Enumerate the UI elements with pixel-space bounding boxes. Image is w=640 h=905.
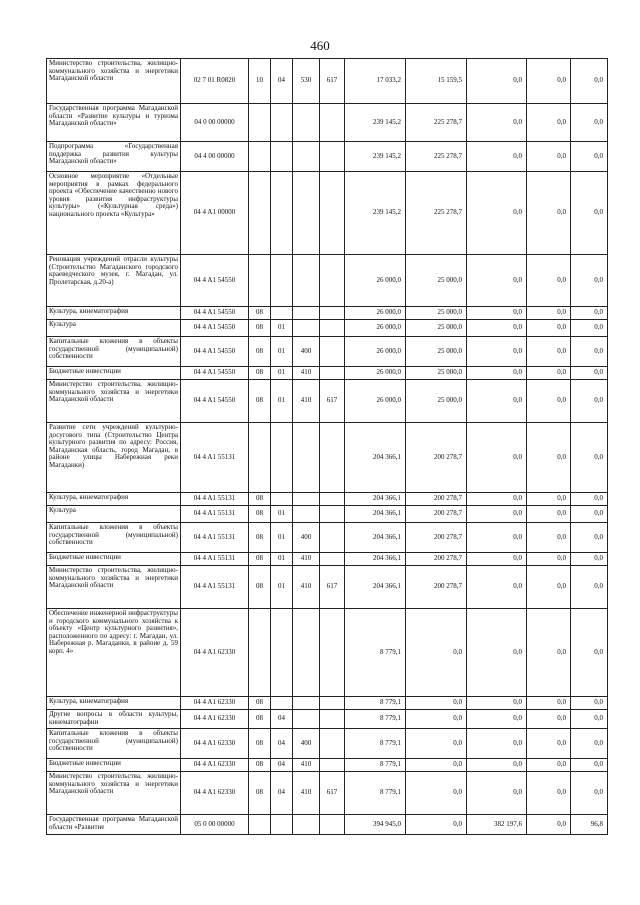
amount-4: 0,0 bbox=[527, 337, 571, 367]
target-code: 04 4 A1 62330 bbox=[181, 697, 249, 710]
section-code: 08 bbox=[249, 506, 271, 523]
target-code: 04 4 A1 54550 bbox=[181, 320, 249, 337]
expense-type-code bbox=[293, 609, 320, 697]
amount-3: 0,0 bbox=[467, 609, 527, 697]
table-row bbox=[47, 566, 608, 609]
table-row bbox=[47, 815, 608, 835]
row-name: Государственная программа Магаданской области «Развитие bbox=[47, 815, 181, 835]
amount-4: 0,0 bbox=[527, 367, 571, 380]
administrator-code bbox=[320, 104, 345, 142]
amount-5: 0,0 bbox=[571, 566, 608, 609]
amount-5: 0,0 bbox=[571, 506, 608, 523]
amount-1: 26 000,0 bbox=[345, 320, 406, 337]
expense-type-code: 400 bbox=[293, 729, 320, 759]
amount-4: 0,0 bbox=[527, 710, 571, 729]
amount-4: 0,0 bbox=[527, 307, 571, 320]
amount-2: 200 278,7 bbox=[406, 553, 467, 566]
administrator-code: 617 bbox=[320, 566, 345, 609]
amount-1: 204 366,1 bbox=[345, 566, 406, 609]
administrator-code: 617 bbox=[320, 59, 345, 104]
table-row bbox=[47, 506, 608, 523]
administrator-code bbox=[320, 320, 345, 337]
amount-2: 0,0 bbox=[406, 609, 467, 697]
amount-4: 0,0 bbox=[527, 493, 571, 506]
table-row bbox=[47, 307, 608, 320]
row-name: Государственная программа Магаданской области «Развитие культуры и туризма Магаданской области» bbox=[47, 104, 181, 142]
subsection-code bbox=[271, 815, 293, 835]
amount-1: 239 145,2 bbox=[345, 172, 406, 255]
subsection-code bbox=[271, 307, 293, 320]
amount-5: 0,0 bbox=[571, 367, 608, 380]
expense-type-code bbox=[293, 255, 320, 307]
table-row bbox=[47, 759, 608, 772]
amount-2: 200 278,7 bbox=[406, 566, 467, 609]
target-code: 04 4 A1 62330 bbox=[181, 759, 249, 772]
amount-2: 25 000,0 bbox=[406, 255, 467, 307]
amount-5: 0,0 bbox=[571, 759, 608, 772]
amount-1: 26 000,0 bbox=[345, 337, 406, 367]
subsection-code: 01 bbox=[271, 380, 293, 423]
expense-type-code: 400 bbox=[293, 523, 320, 553]
amount-2: 200 278,7 bbox=[406, 493, 467, 506]
amount-4: 0,0 bbox=[527, 59, 571, 104]
table-row bbox=[47, 255, 608, 307]
section-code: 08 bbox=[249, 759, 271, 772]
section-code: 08 bbox=[249, 553, 271, 566]
amount-2: 25 000,0 bbox=[406, 307, 467, 320]
section-code: 08 bbox=[249, 729, 271, 759]
target-code: 04 4 A1 54550 bbox=[181, 255, 249, 307]
amount-3: 0,0 bbox=[467, 255, 527, 307]
expense-type-code bbox=[293, 142, 320, 172]
amount-4: 0,0 bbox=[527, 104, 571, 142]
section-code bbox=[249, 104, 271, 142]
table-row bbox=[47, 493, 608, 506]
amount-2: 25 000,0 bbox=[406, 320, 467, 337]
administrator-code: 617 bbox=[320, 772, 345, 815]
amount-4: 0,0 bbox=[527, 566, 571, 609]
amount-3: 0,0 bbox=[467, 337, 527, 367]
expense-type-code bbox=[293, 104, 320, 142]
amount-2: 225 278,7 bbox=[406, 172, 467, 255]
row-name: Министерство строительства, жилищно-коммунального хозяйства и энергетики Магаданской области bbox=[47, 380, 181, 423]
subsection-code bbox=[271, 172, 293, 255]
target-code: 04 4 A1 55131 bbox=[181, 493, 249, 506]
amount-4: 0,0 bbox=[527, 380, 571, 423]
amount-5: 0,0 bbox=[571, 523, 608, 553]
amount-3: 0,0 bbox=[467, 566, 527, 609]
amount-5: 0,0 bbox=[571, 697, 608, 710]
amount-1: 26 000,0 bbox=[345, 380, 406, 423]
expense-type-code: 410 bbox=[293, 380, 320, 423]
section-code: 08 bbox=[249, 710, 271, 729]
administrator-code bbox=[320, 523, 345, 553]
subsection-code: 01 bbox=[271, 320, 293, 337]
row-name: Другие вопросы в области культуры, кинематографии bbox=[47, 710, 181, 729]
amount-2: 25 000,0 bbox=[406, 367, 467, 380]
row-name: Капитальные вложения в объекты государственной (муниципальной) собственности bbox=[47, 523, 181, 553]
table-row bbox=[47, 772, 608, 815]
expense-type-code bbox=[293, 710, 320, 729]
table-row bbox=[47, 553, 608, 566]
subsection-code: 01 bbox=[271, 506, 293, 523]
row-name: Обеспечение инженерной инфраструктуры и городского коммунального хозяйства к объекту «Центр культурного развития», расположенного по адресу: г. Магадан, ул. Набережная р. Магаданки, в районе д. 59 корп. 4» bbox=[47, 609, 181, 697]
section-code: 10 bbox=[249, 59, 271, 104]
target-code: 04 0 00 00000 bbox=[181, 104, 249, 142]
amount-2: 0,0 bbox=[406, 697, 467, 710]
section-code bbox=[249, 255, 271, 307]
table-row bbox=[47, 172, 608, 255]
table-row bbox=[47, 609, 608, 697]
target-code: 05 0 00 00000 bbox=[181, 815, 249, 835]
table-row bbox=[47, 523, 608, 553]
expense-type-code: 400 bbox=[293, 337, 320, 367]
amount-4: 0,0 bbox=[527, 142, 571, 172]
target-code: 04 4 A1 62330 bbox=[181, 772, 249, 815]
row-name: Бюджетные инвестиции bbox=[47, 553, 181, 566]
expense-type-code bbox=[293, 697, 320, 710]
target-code: 04 4 A1 55131 bbox=[181, 553, 249, 566]
amount-1: 204 366,1 bbox=[345, 506, 406, 523]
expense-type-code: 410 bbox=[293, 759, 320, 772]
amount-1: 8 779,1 bbox=[345, 772, 406, 815]
expense-type-code: 410 bbox=[293, 367, 320, 380]
subsection-code bbox=[271, 697, 293, 710]
administrator-code bbox=[320, 759, 345, 772]
amount-3: 382 197,6 bbox=[467, 815, 527, 835]
amount-1: 8 779,1 bbox=[345, 729, 406, 759]
administrator-code bbox=[320, 506, 345, 523]
amount-5: 0,0 bbox=[571, 710, 608, 729]
subsection-code: 01 bbox=[271, 523, 293, 553]
row-name: Культура, кинематография bbox=[47, 697, 181, 710]
row-name: Министерство строительства, жилищно-коммунального хозяйства и энергетики Магаданской области bbox=[47, 59, 181, 104]
section-code bbox=[249, 609, 271, 697]
amount-1: 26 000,0 bbox=[345, 307, 406, 320]
row-name: Бюджетные инвестиции bbox=[47, 367, 181, 380]
target-code: 04 4 A1 54550 bbox=[181, 337, 249, 367]
subsection-code bbox=[271, 104, 293, 142]
amount-4: 0,0 bbox=[527, 729, 571, 759]
row-name: Культура, кинематография bbox=[47, 307, 181, 320]
amount-3: 0,0 bbox=[467, 380, 527, 423]
subsection-code bbox=[271, 255, 293, 307]
amount-3: 0,0 bbox=[467, 172, 527, 255]
subsection-code bbox=[271, 423, 293, 493]
target-code: 04 4 A1 54550 bbox=[181, 367, 249, 380]
administrator-code bbox=[320, 710, 345, 729]
amount-3: 0,0 bbox=[467, 142, 527, 172]
table-row bbox=[47, 423, 608, 493]
amount-5: 0,0 bbox=[571, 729, 608, 759]
amount-3: 0,0 bbox=[467, 320, 527, 337]
subsection-code: 04 bbox=[271, 759, 293, 772]
amount-1: 8 779,1 bbox=[345, 710, 406, 729]
section-code: 08 bbox=[249, 697, 271, 710]
amount-5: 0,0 bbox=[571, 255, 608, 307]
amount-5: 0,0 bbox=[571, 609, 608, 697]
amount-2: 0,0 bbox=[406, 710, 467, 729]
administrator-code bbox=[320, 337, 345, 367]
row-name: Министерство строительства, жилищно-коммунального хозяйства и энергетики Магаданской области bbox=[47, 772, 181, 815]
administrator-code: 617 bbox=[320, 380, 345, 423]
row-name: Капитальные вложения в объекты государственной (муниципальной) собственности bbox=[47, 729, 181, 759]
expense-type-code bbox=[293, 493, 320, 506]
amount-5: 0,0 bbox=[571, 320, 608, 337]
amount-3: 0,0 bbox=[467, 729, 527, 759]
amount-1: 204 366,1 bbox=[345, 553, 406, 566]
target-code: 04 4 A1 55131 bbox=[181, 506, 249, 523]
amount-1: 204 366,1 bbox=[345, 423, 406, 493]
table-row bbox=[47, 380, 608, 423]
administrator-code bbox=[320, 609, 345, 697]
row-name: Бюджетные инвестиции bbox=[47, 759, 181, 772]
section-code bbox=[249, 142, 271, 172]
amount-2: 0,0 bbox=[406, 815, 467, 835]
expense-type-code bbox=[293, 506, 320, 523]
row-name: Подпрограмма «Государственная поддержка развития культуры Магаданской области» bbox=[47, 142, 181, 172]
target-code: 04 4 A1 54550 bbox=[181, 380, 249, 423]
table-row bbox=[47, 104, 608, 142]
table-row bbox=[47, 697, 608, 710]
amount-4: 0,0 bbox=[527, 423, 571, 493]
subsection-code: 01 bbox=[271, 553, 293, 566]
amount-4: 0,0 bbox=[527, 609, 571, 697]
amount-4: 0,0 bbox=[527, 759, 571, 772]
section-code: 08 bbox=[249, 523, 271, 553]
amount-5: 0,0 bbox=[571, 59, 608, 104]
amount-4: 0,0 bbox=[527, 172, 571, 255]
table-row bbox=[47, 710, 608, 729]
amount-3: 0,0 bbox=[467, 697, 527, 710]
row-name: Реновация учреждений отрасли культуры (Строительство Магаданского городского краеведческого музея, г. Магадан, ул. Пролетарская, д.20-а) bbox=[47, 255, 181, 307]
row-name: Министерство строительства, жилищно-коммунального хозяйства и энергетики Магаданской области bbox=[47, 566, 181, 609]
amount-5: 0,0 bbox=[571, 423, 608, 493]
amount-1: 8 779,1 bbox=[345, 759, 406, 772]
amount-5: 0,0 bbox=[571, 307, 608, 320]
expense-type-code: 410 bbox=[293, 772, 320, 815]
subsection-code bbox=[271, 609, 293, 697]
amount-1: 239 145,2 bbox=[345, 142, 406, 172]
table-row bbox=[47, 59, 608, 104]
expense-type-code: 410 bbox=[293, 566, 320, 609]
amount-3: 0,0 bbox=[467, 710, 527, 729]
amount-3: 0,0 bbox=[467, 423, 527, 493]
table-row bbox=[47, 729, 608, 759]
section-code: 08 bbox=[249, 367, 271, 380]
target-code: 04 4 00 00000 bbox=[181, 142, 249, 172]
table-row bbox=[47, 320, 608, 337]
amount-1: 239 145,2 bbox=[345, 104, 406, 142]
table-row bbox=[47, 142, 608, 172]
amount-2: 225 278,7 bbox=[406, 142, 467, 172]
administrator-code bbox=[320, 729, 345, 759]
row-name: Культура, кинематография bbox=[47, 493, 181, 506]
amount-2: 25 000,0 bbox=[406, 380, 467, 423]
amount-4: 0,0 bbox=[527, 523, 571, 553]
amount-1: 26 000,0 bbox=[345, 367, 406, 380]
target-code: 04 4 A1 55131 bbox=[181, 523, 249, 553]
administrator-code bbox=[320, 553, 345, 566]
amount-5: 0,0 bbox=[571, 142, 608, 172]
amount-4: 0,0 bbox=[527, 772, 571, 815]
amount-3: 0,0 bbox=[467, 506, 527, 523]
amount-5: 0,0 bbox=[571, 104, 608, 142]
table-row bbox=[47, 367, 608, 380]
amount-2: 225 278,7 bbox=[406, 104, 467, 142]
section-code bbox=[249, 423, 271, 493]
amount-4: 0,0 bbox=[527, 320, 571, 337]
amount-4: 0,0 bbox=[527, 255, 571, 307]
amount-1: 204 366,1 bbox=[345, 493, 406, 506]
section-code: 08 bbox=[249, 307, 271, 320]
row-name: Культура bbox=[47, 506, 181, 523]
amount-4: 0,0 bbox=[527, 506, 571, 523]
amount-5: 0,0 bbox=[571, 172, 608, 255]
amount-3: 0,0 bbox=[467, 493, 527, 506]
target-code: 04 4 A1 62330 bbox=[181, 729, 249, 759]
amount-1: 204 366,1 bbox=[345, 523, 406, 553]
section-code: 08 bbox=[249, 320, 271, 337]
administrator-code bbox=[320, 172, 345, 255]
amount-5: 0,0 bbox=[571, 553, 608, 566]
target-code: 04 4 A1 62330 bbox=[181, 710, 249, 729]
amount-1: 394 945,0 bbox=[345, 815, 406, 835]
expense-type-code bbox=[293, 172, 320, 255]
section-code: 08 bbox=[249, 337, 271, 367]
amount-1: 8 779,1 bbox=[345, 697, 406, 710]
amount-2: 200 278,7 bbox=[406, 523, 467, 553]
section-code: 08 bbox=[249, 380, 271, 423]
administrator-code bbox=[320, 142, 345, 172]
target-code: 04 4 A1 54550 bbox=[181, 307, 249, 320]
target-code: 04 4 A1 55131 bbox=[181, 423, 249, 493]
amount-3: 0,0 bbox=[467, 759, 527, 772]
amount-2: 0,0 bbox=[406, 772, 467, 815]
amount-5: 0,0 bbox=[571, 337, 608, 367]
amount-3: 0,0 bbox=[467, 772, 527, 815]
administrator-code bbox=[320, 255, 345, 307]
page-number: 460 bbox=[310, 38, 330, 53]
row-name: Капитальные вложения в объекты государственной (муниципальной) собственности bbox=[47, 337, 181, 367]
amount-4: 0,0 bbox=[527, 553, 571, 566]
row-name: Развитие сети учреждений культурно-досугового типа (Строительство Центра культурного развития по адресу: Россия, Магаданская область, город Магадан, в районе улицы Набережная реки Магаданки) bbox=[47, 423, 181, 493]
amount-3: 0,0 bbox=[467, 367, 527, 380]
budget-table bbox=[46, 58, 608, 835]
subsection-code: 01 bbox=[271, 566, 293, 609]
section-code bbox=[249, 172, 271, 255]
subsection-code: 01 bbox=[271, 367, 293, 380]
amount-3: 0,0 bbox=[467, 59, 527, 104]
subsection-code: 04 bbox=[271, 729, 293, 759]
subsection-code: 04 bbox=[271, 710, 293, 729]
subsection-code: 04 bbox=[271, 59, 293, 104]
amount-2: 200 278,7 bbox=[406, 506, 467, 523]
amount-2: 0,0 bbox=[406, 729, 467, 759]
target-code: 02 7 01 R0820 bbox=[181, 59, 249, 104]
section-code: 08 bbox=[249, 493, 271, 506]
target-code: 04 4 A1 55131 bbox=[181, 566, 249, 609]
amount-5: 0,0 bbox=[571, 380, 608, 423]
row-name: Культура bbox=[47, 320, 181, 337]
amount-3: 0,0 bbox=[467, 104, 527, 142]
expense-type-code bbox=[293, 423, 320, 493]
amount-5: 0,0 bbox=[571, 772, 608, 815]
amount-3: 0,0 bbox=[467, 307, 527, 320]
subsection-code bbox=[271, 493, 293, 506]
amount-1: 8 779,1 bbox=[345, 609, 406, 697]
amount-3: 0,0 bbox=[467, 523, 527, 553]
amount-1: 26 000,0 bbox=[345, 255, 406, 307]
subsection-code: 01 bbox=[271, 337, 293, 367]
amount-3: 0,0 bbox=[467, 553, 527, 566]
section-code bbox=[249, 815, 271, 835]
amount-4: 0,0 bbox=[527, 697, 571, 710]
amount-4: 0,0 bbox=[527, 815, 571, 835]
amount-2: 25 000,0 bbox=[406, 337, 467, 367]
expense-type-code: 410 bbox=[293, 553, 320, 566]
amount-2: 15 159,5 bbox=[406, 59, 467, 104]
amount-2: 200 278,7 bbox=[406, 423, 467, 493]
amount-5: 0,0 bbox=[571, 493, 608, 506]
amount-5: 96,8 bbox=[571, 815, 608, 835]
expense-type-code bbox=[293, 320, 320, 337]
subsection-code bbox=[271, 142, 293, 172]
expense-type-code bbox=[293, 307, 320, 320]
administrator-code bbox=[320, 307, 345, 320]
amount-1: 17 033,2 bbox=[345, 59, 406, 104]
administrator-code bbox=[320, 493, 345, 506]
administrator-code bbox=[320, 367, 345, 380]
subsection-code: 04 bbox=[271, 772, 293, 815]
section-code: 08 bbox=[249, 772, 271, 815]
section-code: 08 bbox=[249, 566, 271, 609]
expense-type-code: 530 bbox=[293, 59, 320, 104]
administrator-code bbox=[320, 815, 345, 835]
expense-type-code bbox=[293, 815, 320, 835]
amount-2: 0,0 bbox=[406, 759, 467, 772]
table-row bbox=[47, 337, 608, 367]
target-code: 04 4 A1 62330 bbox=[181, 609, 249, 697]
target-code: 04 4 A1 00000 bbox=[181, 172, 249, 255]
administrator-code bbox=[320, 423, 345, 493]
row-name: Основное мероприятие «Отдельные мероприятия в рамках федерального проекта «Обеспечение качественно нового уровня развития инфраструктуры культуры» («Культурная среда») национального проекта «Культура» bbox=[47, 172, 181, 255]
administrator-code bbox=[320, 697, 345, 710]
